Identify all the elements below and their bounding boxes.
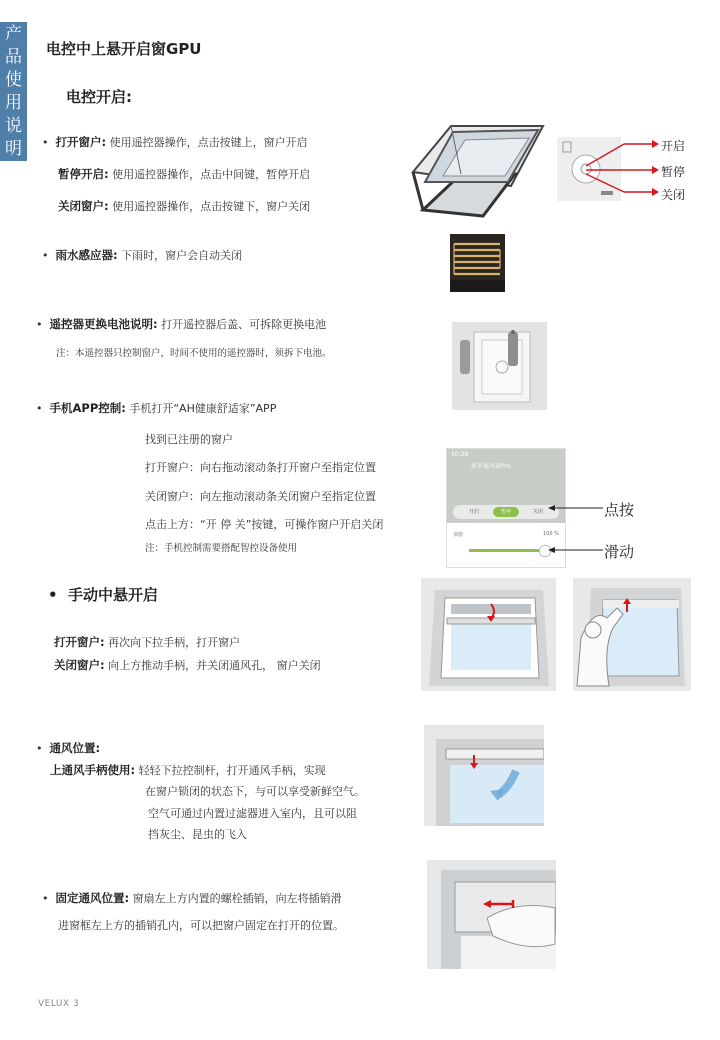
app-text: 手机打开“AH健康舒适家”APP (129, 402, 277, 415)
app-callout-arrows (548, 500, 608, 560)
vent-handle-label: 上通风手柄使用: (50, 763, 136, 777)
battery-label: 遥控器更换电池说明: (49, 317, 158, 331)
side-tab (0, 22, 27, 161)
side-tab-char: 使 (5, 70, 22, 90)
app-title: 新世通风窗Pro (471, 463, 511, 470)
vent-handle-line (50, 762, 326, 778)
pause-label: 暂停开启: (58, 167, 109, 181)
app-label: 手机APP控制: (49, 401, 126, 415)
manual-open-image (421, 578, 556, 691)
app-row-label: 顶窗 (453, 532, 464, 538)
app-step: 点击上方：“开 停 关”按键，可操作窗户开启关闭 (145, 518, 384, 531)
manual-open-label: 打开窗户: (54, 635, 105, 649)
manual-close-image (573, 578, 691, 691)
remote-label-close: 关闭 (661, 188, 686, 202)
rain-text: 下雨时，窗户会自动关闭 (121, 249, 243, 262)
remote-label-pause: 暂停 (661, 165, 686, 179)
battery-line (36, 316, 326, 332)
manual-open-line (54, 634, 240, 650)
vent-line (36, 740, 100, 756)
pause-text: 使用遥控器操作，点击中间键，暂停开启 (112, 168, 311, 181)
open-text: 使用遥控器操作，点击按键上，窗户开启 (109, 136, 308, 149)
vent-text: 挡灰尘、昆虫的飞入 (148, 828, 247, 841)
app-step: 关闭窗户：向左拖动滚动条关闭窗户至指定位置 (145, 490, 376, 503)
manual-open-text: 再次向下拉手柄，打开窗户 (108, 636, 241, 649)
app-step: 打开窗户：向右拖动滚动条打开窗户至指定位置 (145, 461, 376, 474)
fixed-text: 窗扇左上方内置的螺栓插销，向左将插销滑 (132, 892, 342, 905)
remote-label-open: 开启 (661, 139, 686, 153)
app-slider-track[interactable] (469, 549, 543, 552)
vent-text: 空气可通过内置过滤器进入室内，且可以阻 (148, 807, 357, 820)
bullet: • (48, 586, 69, 604)
close-line (58, 198, 310, 214)
manual-heading-text: 手动中悬开启 (68, 586, 159, 604)
manual-close-text: 向上方推动手柄，并关闭通风孔， 窗户关闭 (108, 659, 321, 672)
side-tab-char: 产 (5, 24, 22, 44)
side-tab-char: 用 (5, 93, 22, 113)
remote-arrows (580, 136, 660, 200)
rain-sensor-image (450, 234, 505, 292)
battery-image (452, 322, 547, 410)
close-label: 关闭窗户: (58, 199, 109, 213)
side-tab-char: 说 (5, 116, 22, 136)
bullet: • (36, 402, 50, 415)
page-title: 电控中上悬开启窗GPU (46, 40, 202, 58)
open-label: 打开窗户: (55, 135, 107, 149)
app-note: 注：手机控制需要搭配智控设备使用 (145, 543, 298, 554)
fixed-line (42, 890, 342, 906)
fixed-text: 进窗框左上方的插销孔内，可以把窗户固定在打开的位置。 (58, 919, 344, 932)
app-time: 10:28 (451, 451, 469, 458)
section-subtitle: 电控开启: (66, 88, 132, 106)
rain-line (42, 247, 242, 263)
open-window-line (42, 134, 308, 150)
fixed-image (427, 860, 556, 969)
app-line (36, 400, 276, 416)
bullet: • (36, 742, 50, 755)
app-row-value: 100 % (543, 531, 559, 537)
app-open-button[interactable]: 开启 (468, 509, 479, 515)
vent-text: 在窗户锁闭的状态下，与可以享受新鲜空气。 (145, 785, 365, 798)
manual-close-line (54, 657, 321, 673)
bullet: • (42, 136, 56, 149)
vent-label: 通风位置: (49, 741, 101, 755)
app-step: 找到已注册的窗户 (145, 433, 233, 446)
electric-window-image (403, 112, 545, 220)
pause-line (58, 166, 310, 182)
callout-tap: 点按 (604, 501, 635, 519)
fixed-label: 固定通风位置: (55, 891, 130, 905)
manual-heading (48, 584, 158, 605)
battery-text: 打开遥控器后盖、可拆除更换电池 (161, 318, 327, 331)
battery-note: 注：本遥控器只控制窗户，时间不使用的遥控器时，须拆下电池。 (56, 348, 332, 359)
app-close-button[interactable]: 关闭 (532, 509, 543, 515)
rain-label: 雨水感应器: (55, 248, 118, 262)
bullet: • (36, 318, 50, 331)
callout-slide: 滑动 (604, 543, 635, 561)
vent-image (424, 725, 544, 826)
bullet: • (42, 892, 56, 905)
manual-close-label: 关闭窗户: (54, 658, 105, 672)
side-tab-char: 明 (5, 139, 22, 159)
vent-text: 轻轻下拉控制杆，打开通风手柄，实现 (138, 764, 326, 777)
side-tab-char: 品 (5, 47, 22, 67)
footer: VELUX 3 (38, 999, 80, 1009)
close-text: 使用遥控器操作，点击按键下，窗户关闭 (112, 200, 311, 213)
app-stop-button[interactable]: 暂停 (493, 507, 519, 517)
bullet: • (42, 249, 56, 262)
